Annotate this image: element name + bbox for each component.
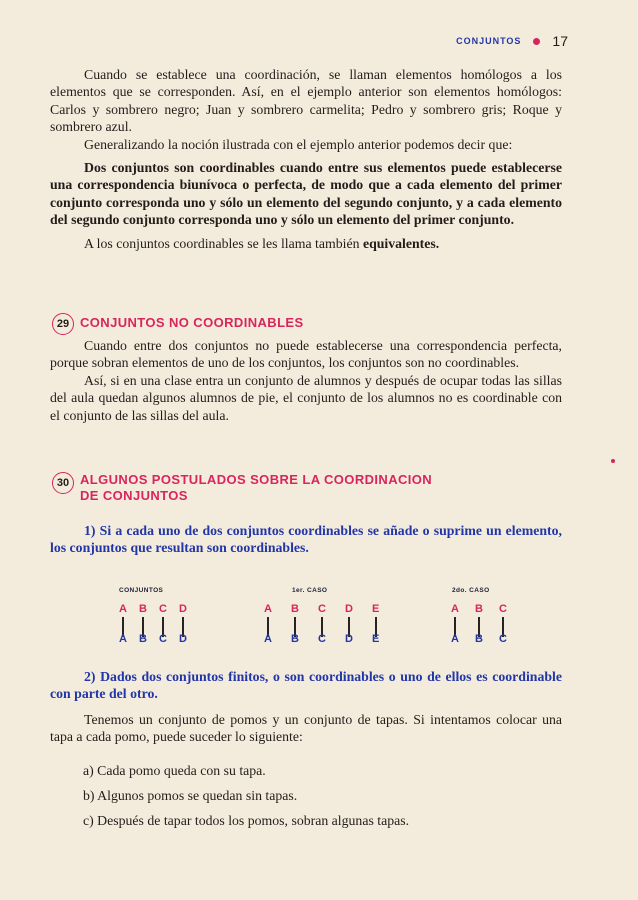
set-bottom-element: D	[179, 633, 187, 645]
header-section-title: CONJUNTOS	[456, 36, 522, 46]
set-bottom-element: B	[475, 633, 483, 645]
set-bottom-element: C	[318, 633, 326, 645]
set-bottom-element: C	[499, 633, 507, 645]
diagram-label-first-case: 1er. CASO	[292, 587, 328, 594]
diagram-label-conjuntos: CONJUNTOS	[119, 587, 164, 594]
equivalentes-term: equivalentes.	[362, 235, 440, 251]
section-30-title-line-1: ALGUNOS POSTULADOS SOBRE LA COORDINACION	[80, 472, 433, 487]
set-top-element: D	[345, 603, 353, 615]
postulate-1	[50, 522, 562, 557]
rule-coordinables: Dos conjuntos son coordinables cuando entre sus elementos puede establecerse una correspondencia biunívoca o perfecta, de modo que a cada elemento del primer conjunto corresponda uno y sólo un elemento del segundo conjunto, y a cada elemento del segundo conjunto corresponda uno y sólo un elemento del primer conjunto.	[50, 160, 562, 228]
diagram-label-second-case: 2do. CASO	[452, 587, 490, 594]
options-list	[83, 762, 409, 829]
set-top-element: A	[119, 603, 127, 615]
equivalentes-text: A los conjuntos coordinables se les llama también	[84, 235, 360, 251]
set-bottom-element: A	[264, 633, 272, 645]
section-30-title	[80, 472, 432, 504]
page-header	[456, 33, 568, 49]
intro-text	[50, 66, 562, 252]
set-top-element: A	[264, 603, 272, 615]
set-top-element: E	[372, 603, 380, 615]
postulate-2-text: 2) Dados dos conjuntos finitos, o son coordinables o uno de ellos es coordinable con parte del otro.	[50, 669, 562, 702]
set-top-element: C	[499, 603, 507, 615]
set-bottom-element: C	[159, 633, 167, 645]
option-b: b) Algunos pomos se quedan sin tapas.	[83, 788, 298, 803]
set-top-element: C	[318, 603, 326, 615]
set-top-element: B	[475, 603, 483, 615]
paragraph-no-coordinables: Cuando entre dos conjuntos no puede establecerse una correspondencia perfecta, porque sobran elementos de uno de los conjuntos, los conjuntos son no coordinables.	[50, 338, 562, 371]
section-30-title-line-2: DE CONJUNTOS	[80, 488, 188, 503]
set-bottom-element: D	[345, 633, 353, 645]
example-paragraph	[50, 711, 562, 746]
set-bottom-element: B	[291, 633, 299, 645]
section-29-text	[50, 337, 562, 424]
section-29-title: CONJUNTOS NO COORDINABLES	[80, 315, 304, 330]
set-bottom-element: E	[372, 633, 380, 645]
page-number: 17	[552, 33, 568, 49]
paragraph-generalizando: Generalizando la noción ilustrada con el ejemplo anterior podemos decir que:	[84, 136, 513, 152]
set-top-element: C	[159, 603, 167, 615]
section-number-30: 30	[52, 472, 74, 494]
set-top-element: A	[451, 603, 459, 615]
section-30-heading	[52, 472, 432, 504]
section-29-heading	[52, 313, 304, 335]
set-bottom-element: A	[451, 633, 459, 645]
set-top-element: B	[139, 603, 147, 615]
section-number-29: 29	[52, 313, 74, 335]
paragraph-equivalentes	[50, 235, 562, 252]
paragraph-homologos: Cuando se establece una coordinación, se llaman elementos homólogos a los elementos que se corresponden. Así, en el ejemplo anterior son elementos homólogos: Carlos y sombrero negro; Juan y sombrero carmelita; Pedro y sombrero gris; Roque y sombrero azul.	[50, 67, 562, 135]
option-c: c) Después de tapar todos los pomos, sobran algunas tapas.	[83, 813, 410, 828]
postulate-2	[50, 668, 562, 703]
paragraph-alumnos-sillas: Así, si en una clase entra un conjunto de alumnos y después de ocupar todas las sillas del aula quedan algunos alumnos de pie, el conjunto de los alumnos no es coordinable con el conjunto de las sillas del aula.	[50, 372, 562, 423]
margin-dot-icon	[611, 459, 615, 463]
pomos-tapas-text: Tenemos un conjunto de pomos y un conjunto de tapas. Si intentamos colocar una tapa a cada pomo, puede suceder lo siguiente:	[50, 712, 562, 745]
header-bullet-icon	[533, 38, 540, 45]
postulate-1-text: 1) Si a cada uno de dos conjuntos coordinables se añade o suprime un elemento, los conjuntos que resultan son coordinables.	[50, 523, 562, 556]
option-a: a) Cada pomo queda con su tapa.	[83, 763, 266, 778]
set-top-element: D	[179, 603, 187, 615]
set-bottom-element: B	[139, 633, 147, 645]
set-top-element: B	[291, 603, 299, 615]
set-bottom-element: A	[119, 633, 127, 645]
